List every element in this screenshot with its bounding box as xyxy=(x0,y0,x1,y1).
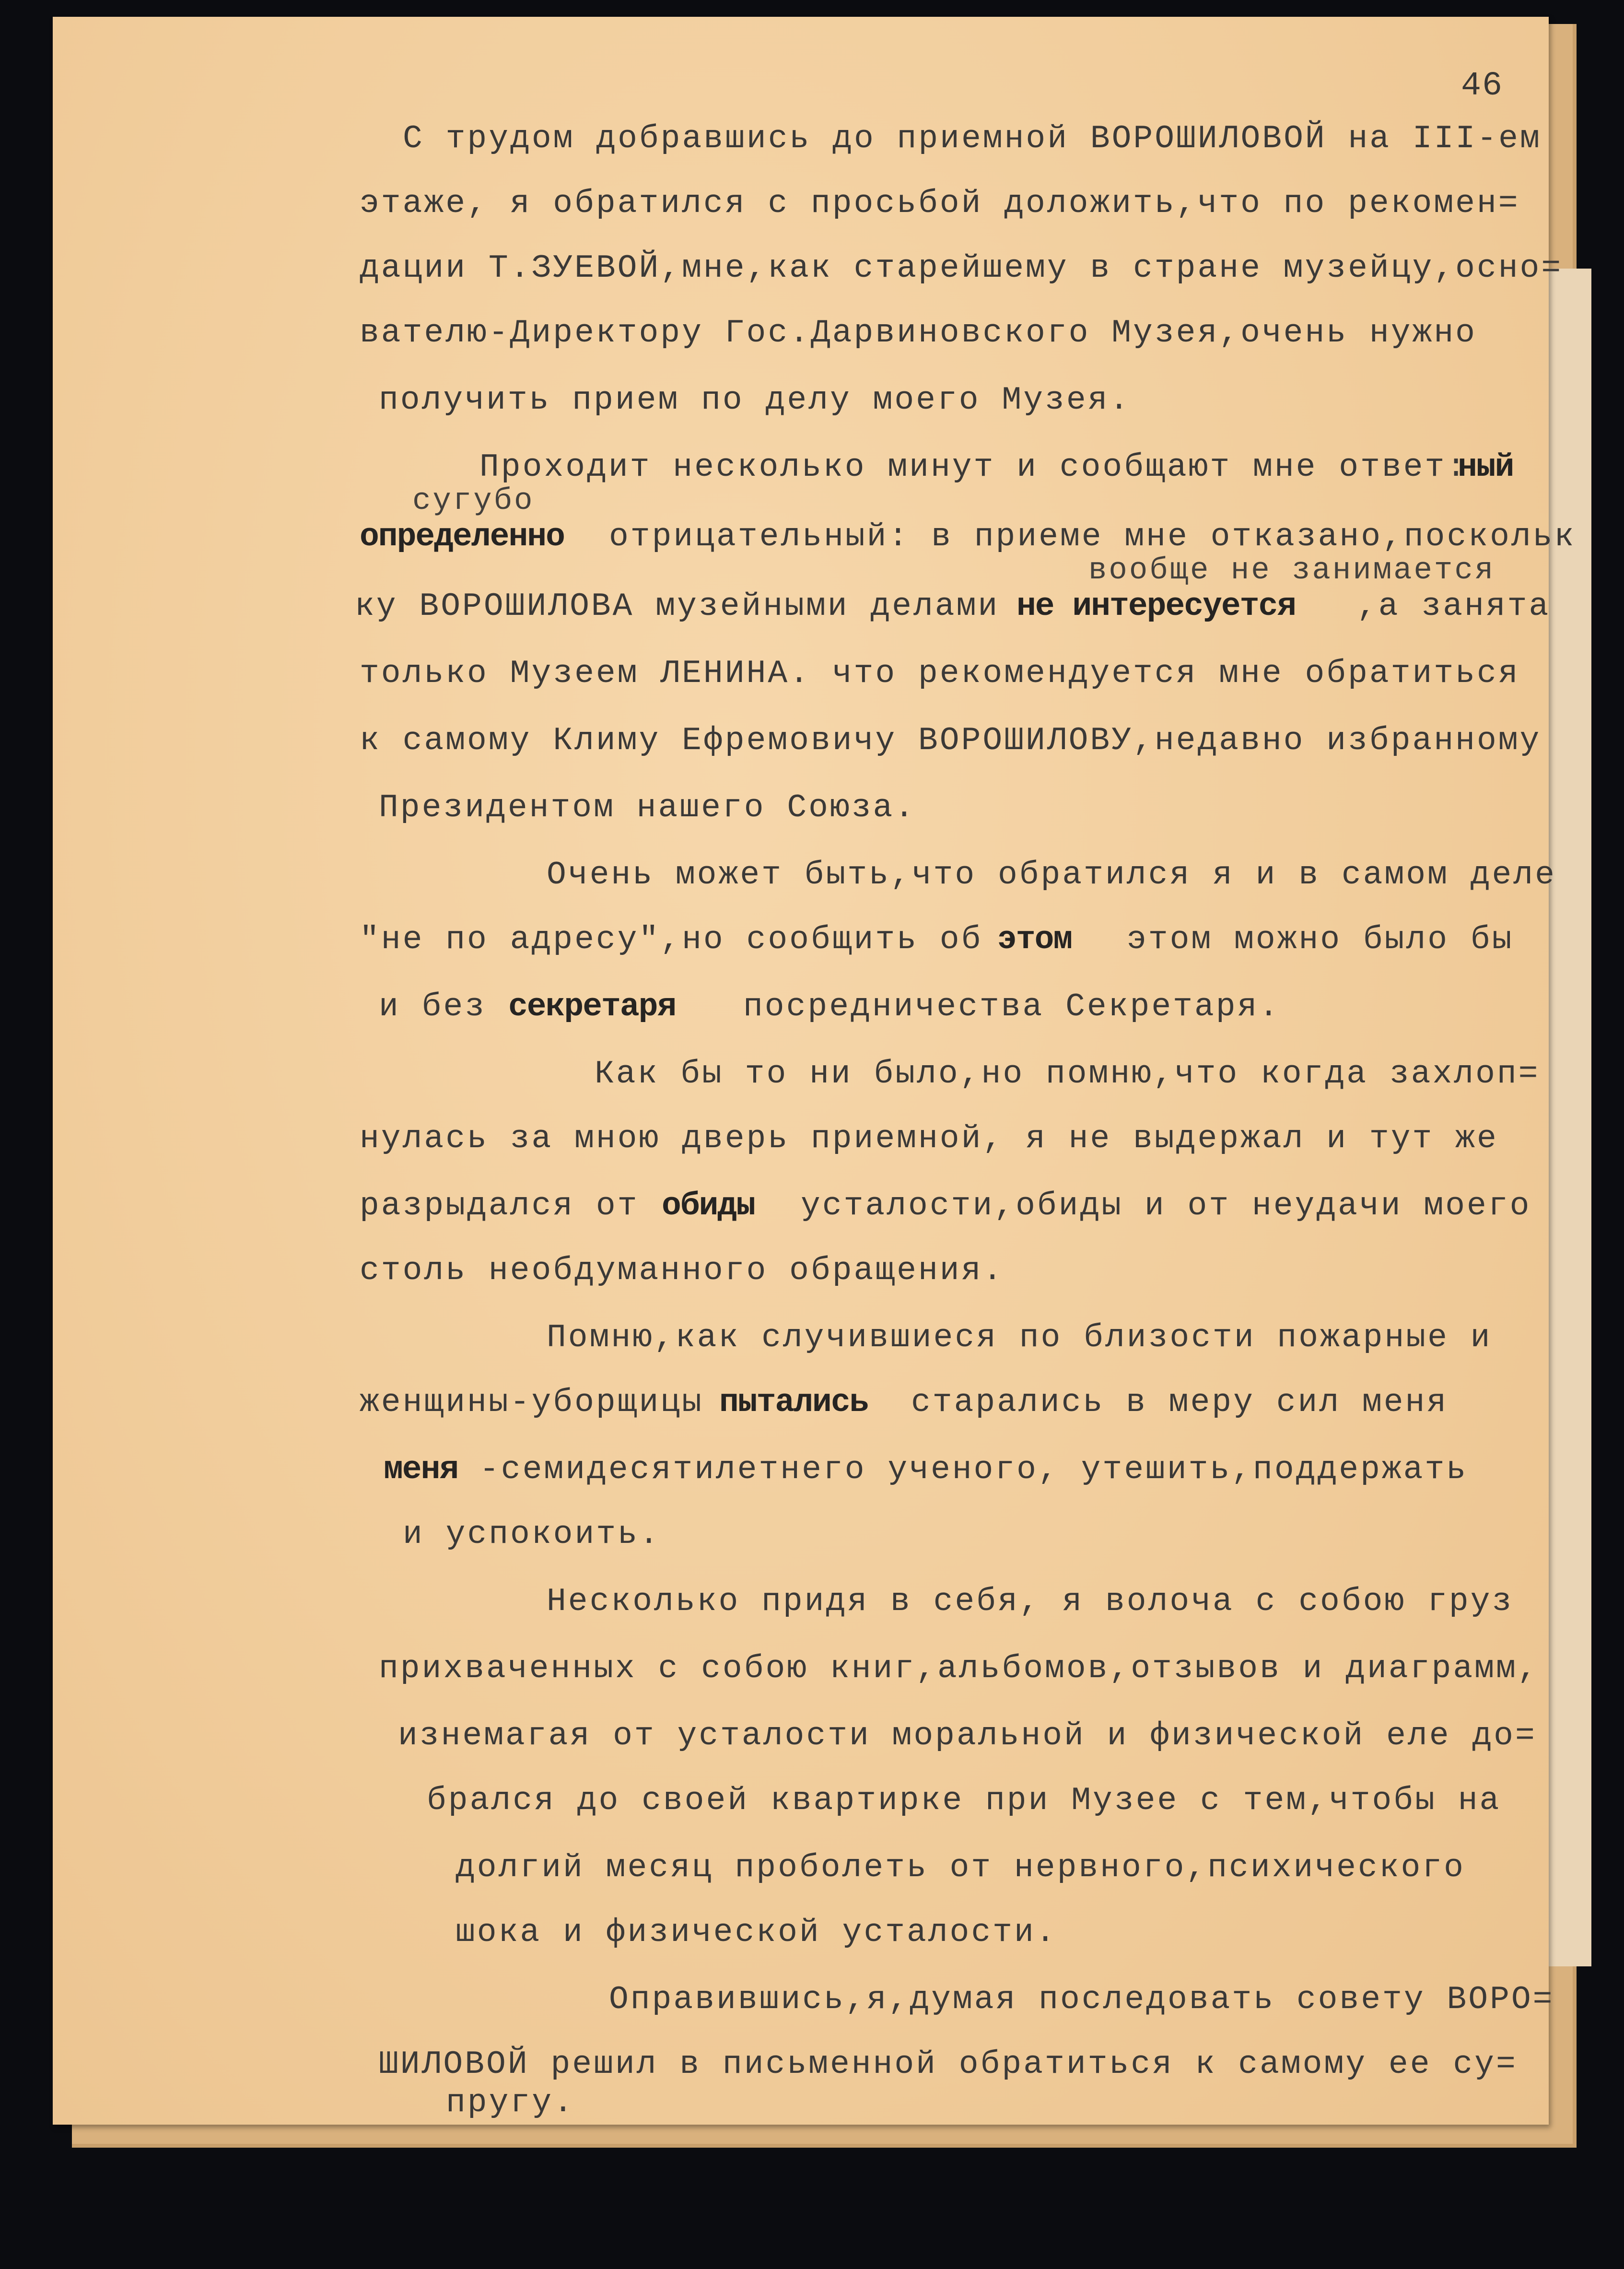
struck-word: этом xyxy=(997,921,1072,958)
struck-word: пытались xyxy=(719,1384,868,1421)
struck-word: обиды xyxy=(662,1187,755,1224)
text-line: вателю-Директору Гос.Дарвиновского Музея,очень нужно xyxy=(360,315,1477,352)
text-line: дации Т.ЗУЕВОЙ,мне,как старейшему в стране музейцу,осно= xyxy=(360,250,1563,287)
text-line: -семидесятилетнего ученого, утешить,поддержать xyxy=(479,1451,1468,1488)
text-line: Очень может быть,что обратился я и в самом деле xyxy=(547,857,1556,893)
text-line: "не по адресу",но сообщить об xyxy=(360,921,983,958)
text-line: ку ВОРОШИЛОВА музейными делами xyxy=(355,588,1000,625)
text-line: к самому Климу Ефремовичу ВОРОШИЛОВУ,недавно избранному xyxy=(360,722,1542,759)
text-line: Президентом нашего Союза. xyxy=(379,789,916,826)
text-line: брался до своей квартирке при Музее с тем,чтобы на xyxy=(427,1782,1501,1819)
text-line: и без xyxy=(379,988,487,1025)
text-line: С трудом добравшись до приемной ВОРОШИЛОВОЙ на III-ем xyxy=(403,120,1542,157)
text-line: ШИЛОВОЙ решил в письменной обратиться к самому ее су= xyxy=(379,2046,1518,2083)
text-line: Оправившись,я,думая последовать совету ВОРО= xyxy=(609,1981,1554,2018)
text-line: нулась за мною дверь приемной, я не выдержал и тут же xyxy=(360,1120,1498,1157)
typewritten-page xyxy=(53,17,1576,2125)
page-number: 46 xyxy=(1460,67,1503,105)
struck-word: ный xyxy=(1458,449,1514,486)
text-line: усталости,обиды и от неудачи моего xyxy=(801,1187,1531,1224)
struck-word: секретаря xyxy=(508,988,676,1025)
struck-word: не интересуется xyxy=(1016,588,1296,625)
typed-insertion: вообще не занимается xyxy=(1088,553,1495,588)
text-line: Несколько придя в себя, я волоча с собою груз xyxy=(547,1583,1514,1620)
text-line: столь необдуманного обращения. xyxy=(360,1252,1005,1289)
text-line: изнемагая от усталости моральной и физической еле до= xyxy=(398,1717,1537,1754)
text-line: получить прием по делу моего Музея. xyxy=(379,382,1131,419)
text-line: только Музеем ЛЕНИНА. что рекомендуется мне обратиться xyxy=(360,655,1520,692)
text-line: Помню,как случившиеся по близости пожарные и xyxy=(547,1319,1492,1356)
text-line: долгий месяц проболеть от нервного,психического xyxy=(456,1849,1465,1886)
text-line: Проходит несколько минут и сообщают мне ответ: xyxy=(479,449,1468,486)
text-line: ,а занята xyxy=(1357,588,1551,625)
text-line: и успокоить. xyxy=(403,1516,661,1553)
text-line: разрыдался от xyxy=(360,1187,639,1224)
text-line: женщины-уборщицы xyxy=(360,1384,703,1421)
text-line: посредничества Секретаря. xyxy=(743,988,1281,1025)
struck-word: меня xyxy=(384,1451,458,1488)
struck-word: определенно xyxy=(360,518,564,555)
handwritten-insertion: сугубо xyxy=(412,484,535,518)
text-line: прихваченных с собою книг,альбомов,отзывов и диаграмм, xyxy=(379,1650,1539,1687)
text-line: старались в меру сил меня xyxy=(911,1384,1449,1421)
text-line: этом можно было бы xyxy=(1127,921,1514,958)
text-line: пругу. xyxy=(446,2084,575,2121)
text-line: шока и физической усталости. xyxy=(456,1914,1057,1951)
text-line: Как бы то ни было,но помню,что когда захлоп= xyxy=(595,1056,1540,1093)
text-line: этаже, я обратился с просьбой доложить,что по рекомен= xyxy=(360,185,1520,222)
text-line: отрицательный: в приеме мне отказано,поскольк xyxy=(609,518,1576,555)
